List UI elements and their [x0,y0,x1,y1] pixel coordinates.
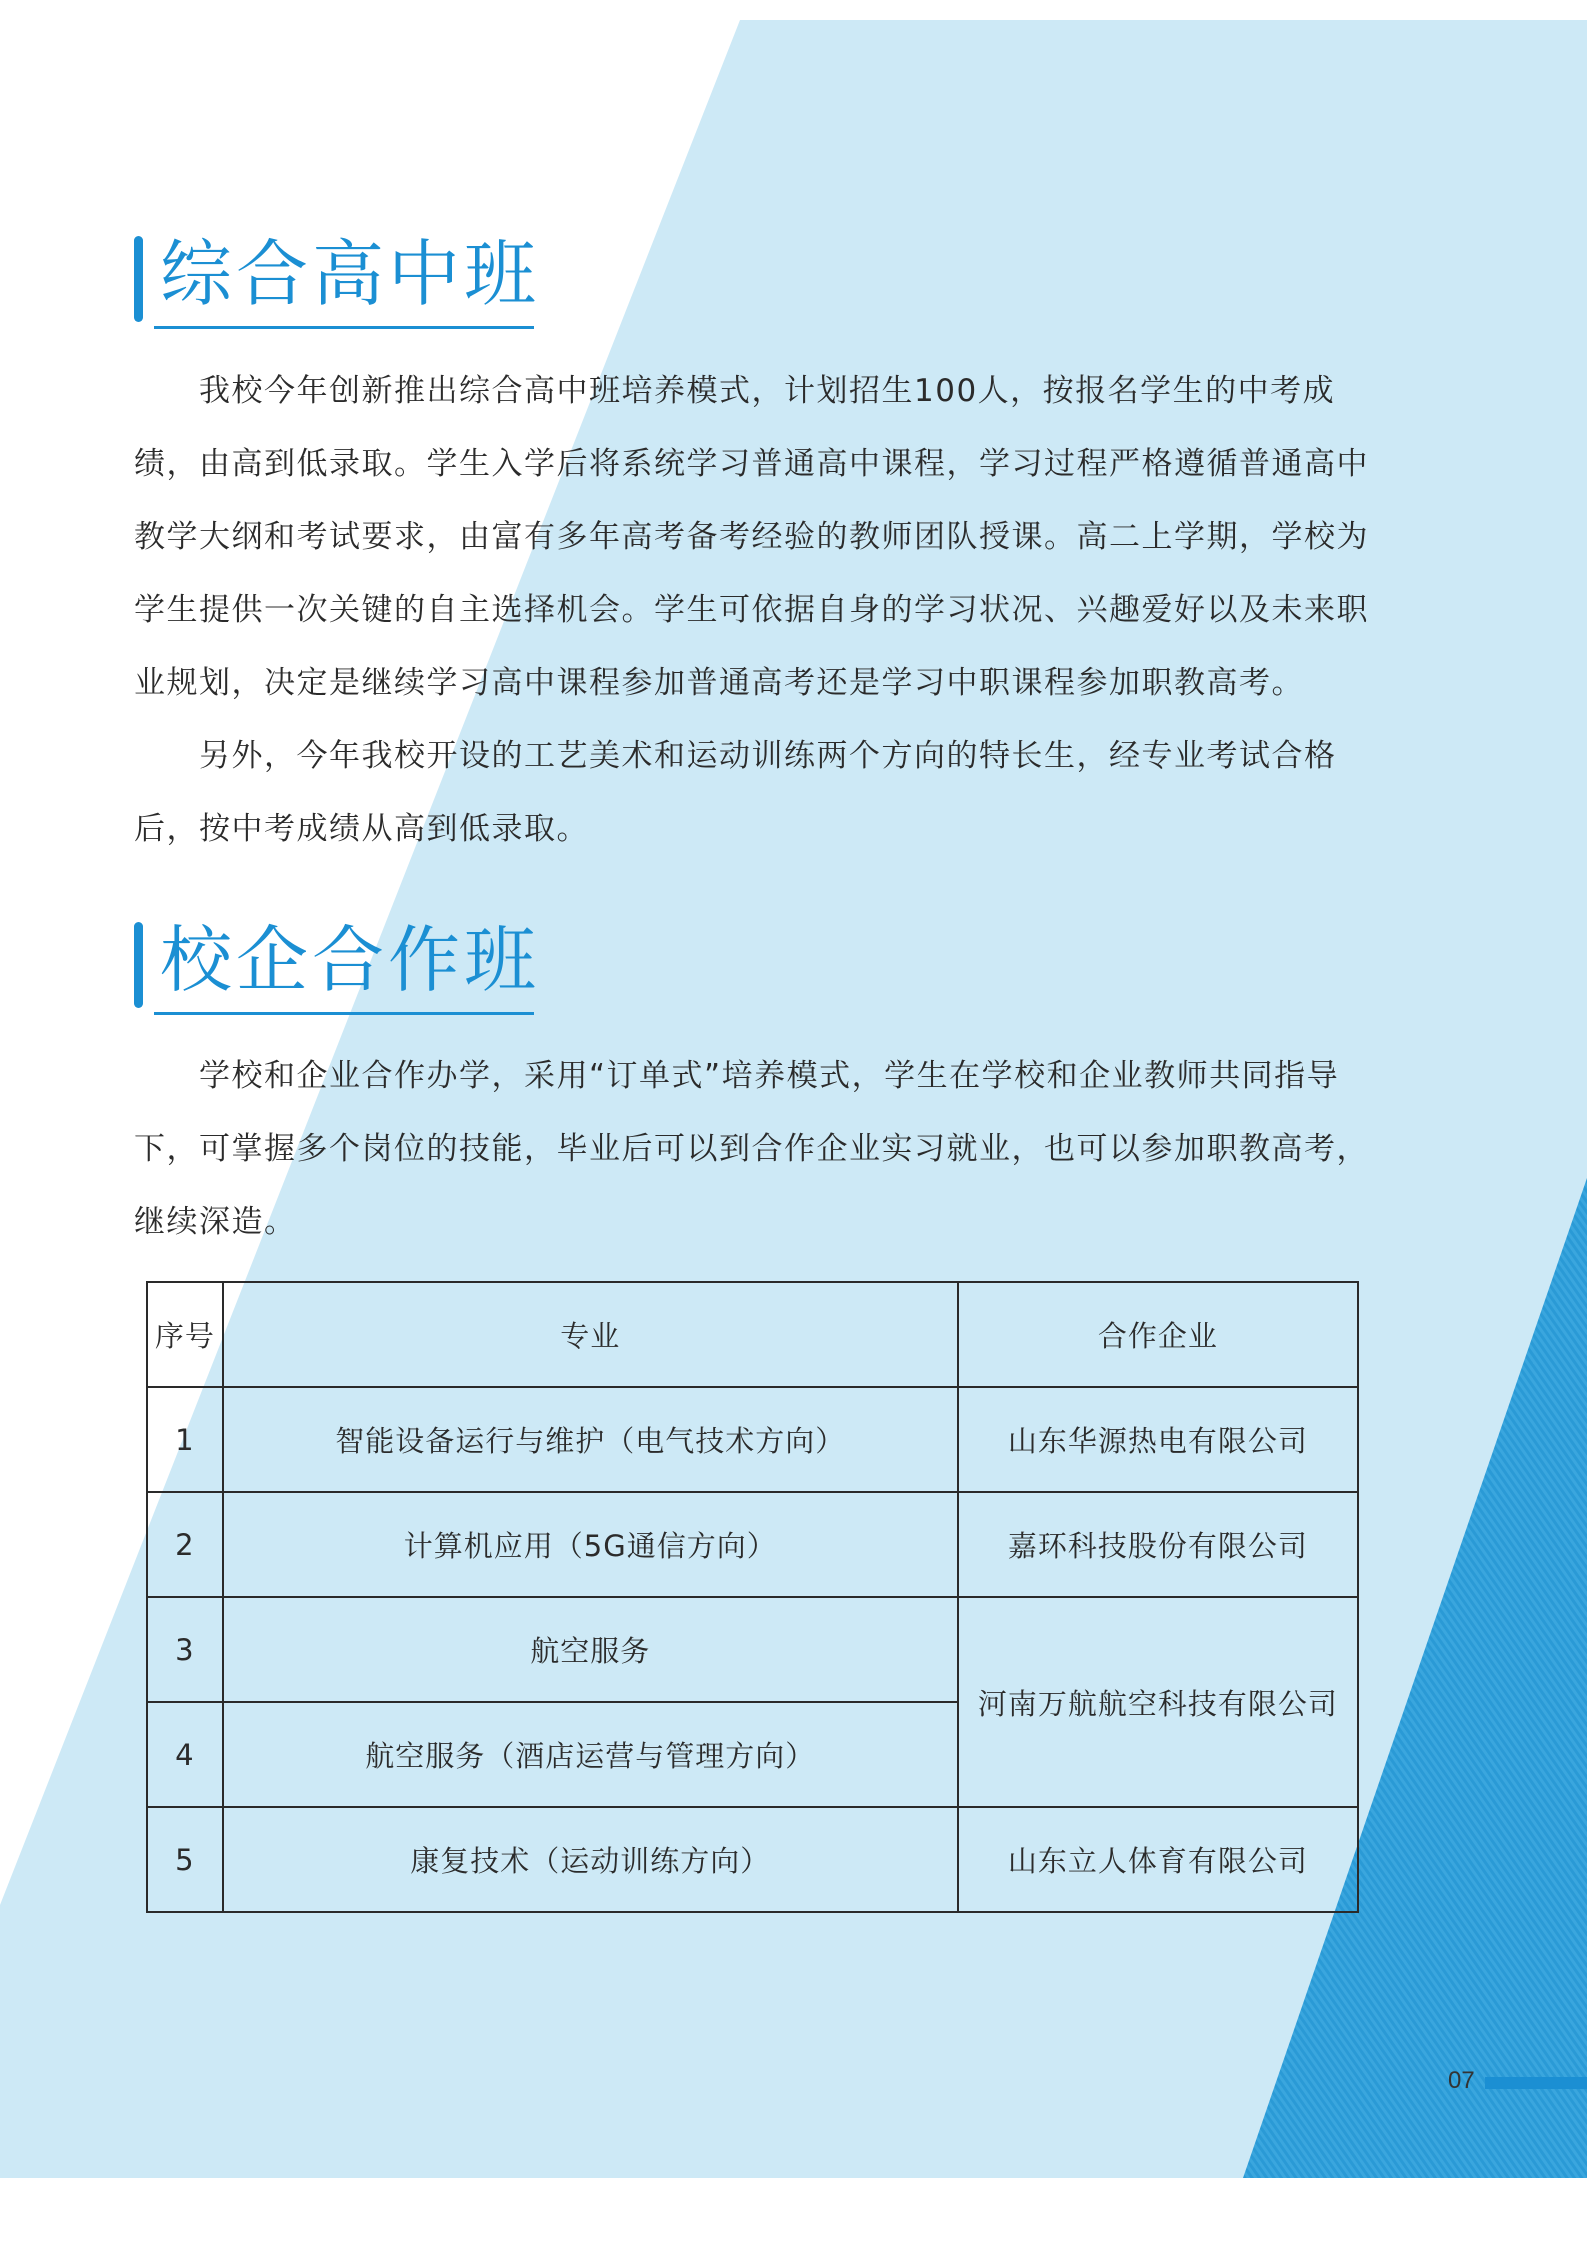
cell-no: 5 [147,1807,223,1912]
heading-underline [154,326,534,329]
text-line: 教学大纲和考试要求，由富有多年高考备考经验的教师团队授课。高二上学期，学校为 [134,519,1369,555]
page-number: 07 [1448,2067,1475,2094]
text-line: 我校今年创新推出综合高中班培养模式，计划招生100人，按报名学生的中考成 [134,373,1336,409]
cell-company: 嘉环科技股份有限公司 [958,1492,1358,1597]
cell-no: 3 [147,1597,223,1702]
heading-accent-bar [134,922,143,1008]
section-heading-comprehensive [134,226,541,326]
table-row [147,1807,1358,1912]
heading-underline [154,1012,534,1015]
paragraph-school-enterprise [134,1040,1389,1259]
header-major: 专业 [223,1282,958,1387]
paragraph-comprehensive-intro [134,355,1389,720]
header-company: 合作企业 [958,1282,1358,1387]
cell-major: 计算机应用（5G通信方向） [223,1492,958,1597]
paragraph-special-talent [134,720,1389,866]
section-title: 综合高中班 [160,232,541,316]
text-line: 继续深造。 [134,1204,297,1240]
text-line: 绩，由高到低录取。学生入学后将系统学习普通高中课程，学习过程严格遵循普通高中 [134,446,1369,482]
table-row [147,1387,1358,1492]
text-line: 后，按中考成绩从高到低录取。 [134,811,589,847]
cooperation-table [146,1281,1359,1913]
page-number-bar [1485,2077,1587,2089]
heading-accent-bar [134,236,143,322]
cell-no: 2 [147,1492,223,1597]
section-title: 校企合作班 [160,918,541,1002]
text-line: 学校和企业合作办学，采用“订单式”培养模式，学生在学校和企业教师共同指导 [134,1058,1340,1094]
section-heading-school-enterprise [134,912,541,1012]
cell-major: 航空服务（酒店运营与管理方向） [223,1702,958,1807]
cell-company: 山东华源热电有限公司 [958,1387,1358,1492]
table-row [147,1597,1358,1702]
cell-major: 康复技术（运动训练方向） [223,1807,958,1912]
cell-major: 智能设备运行与维护（电气技术方向） [223,1387,958,1492]
cell-no: 1 [147,1387,223,1492]
text-line: 下，可掌握多个岗位的技能，毕业后可以到合作企业实习就业，也可以参加职教高考， [134,1131,1369,1167]
cell-company: 山东立人体育有限公司 [958,1807,1358,1912]
cell-company: 河南万航航空科技有限公司 [958,1597,1358,1807]
header-no: 序号 [147,1282,223,1387]
cell-major: 航空服务 [223,1597,958,1702]
table-header-row [147,1282,1358,1387]
text-line: 学生提供一次关键的自主选择机会。学生可依据自身的学习状况、兴趣爱好以及未来职 [134,592,1369,628]
table-row [147,1492,1358,1597]
cell-no: 4 [147,1702,223,1807]
text-line: 另外，今年我校开设的工艺美术和运动训练两个方向的特长生，经专业考试合格 [134,738,1337,774]
text-line: 业规划，决定是继续学习高中课程参加普通高考还是学习中职课程参加职教高考。 [134,665,1304,701]
